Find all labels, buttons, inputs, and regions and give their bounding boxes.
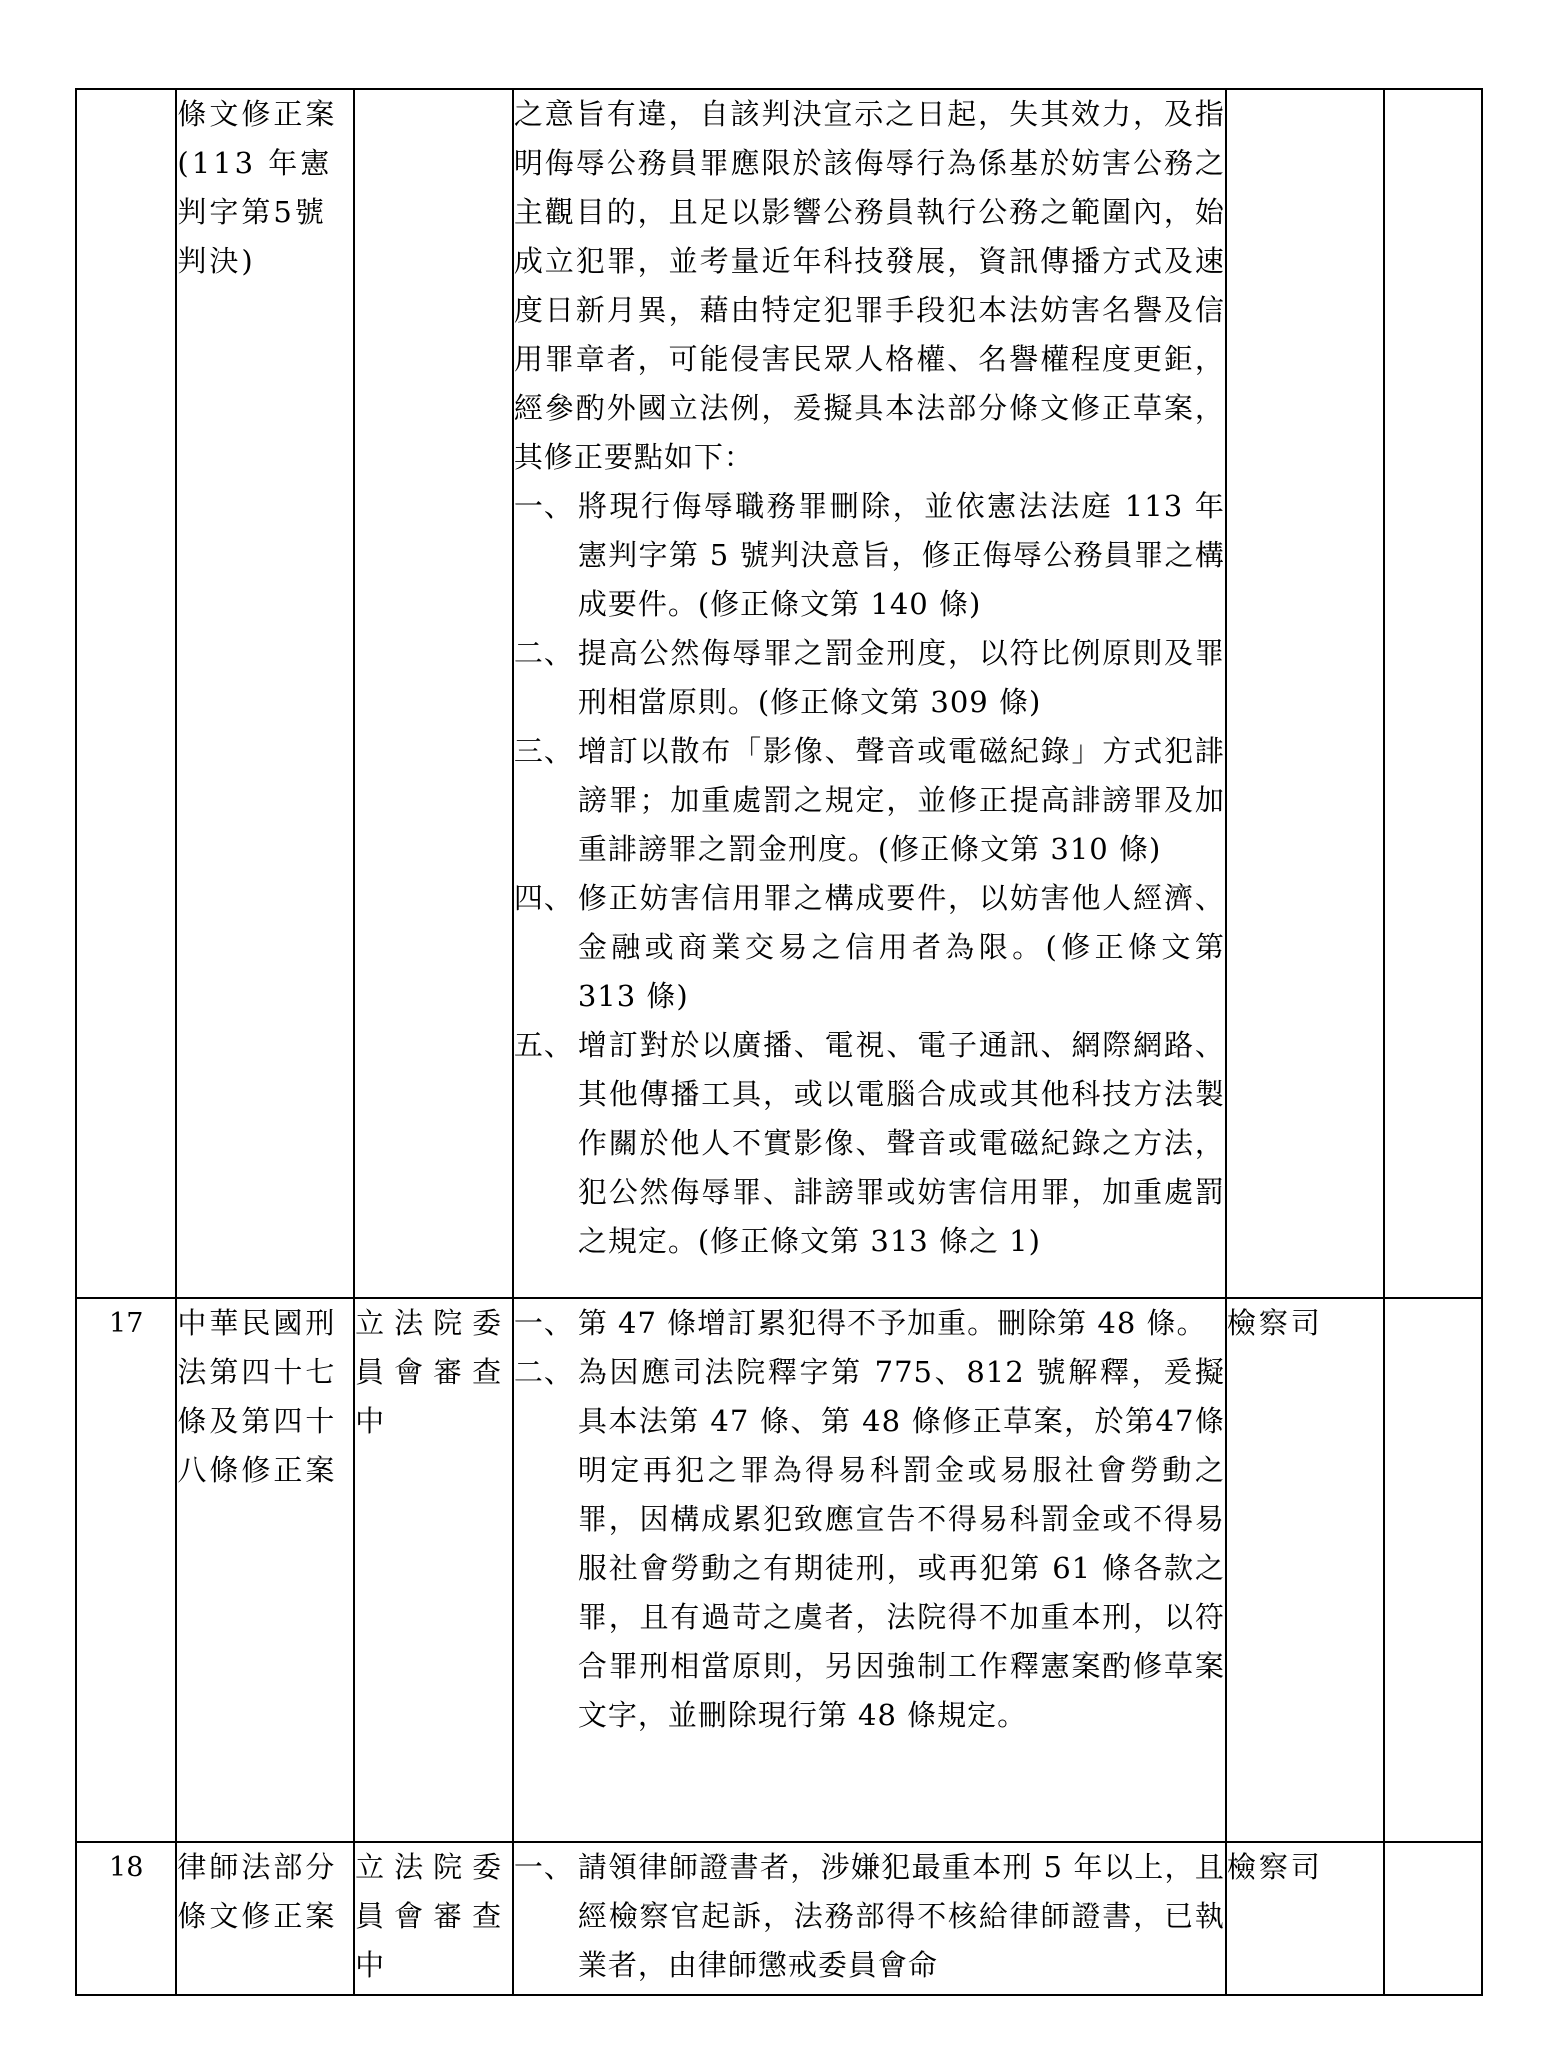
point-text: 增訂對於以廣播、電視、電子通訊、網際網路、其他傳播工具，或以電腦合成或其他科技方法製作關於他人不實影像、聲音或電磁紀錄之方法，犯公然侮辱罪、誹謗罪或妨害信用罪，加重處罰之規定。(修正條文第 313 條之 1) xyxy=(577,1028,1225,1258)
point-text: 為因應司法院釋字第 775、812 號解釋，爰擬具本法第 47 條、第 48 條修正草案，於第47條明定再犯之罪為得易科罰金或易服社會勞動之罪，因構成累犯致應宣告不得易科罰金或不得易服社會勞動之有期徒刑，或再犯第 61 條各款之罪，且有過苛之虞者，法院得不加重本刑，以符合罪刑相當原則，另因強制工作釋憲案酌修草案文字，並刪除現行第 48 條規定。 xyxy=(577,1355,1225,1732)
department: 檢察司 xyxy=(1226,1298,1384,1842)
point-text: 請領律師證書者，涉嫌犯最重本刑 5 年以上，且經檢察官起訴，法務部得不核給律師證書，已執業者，由律師懲戒委員會命 xyxy=(577,1850,1225,1982)
point-number: 三、 xyxy=(513,734,574,768)
summary-point xyxy=(514,1348,1225,1740)
bill-name: 中華民國刑法第四十七條及第四十八條修正案 xyxy=(176,1298,354,1842)
remarks xyxy=(1384,1298,1482,1842)
point-number: 五、 xyxy=(513,1028,574,1062)
point-text: 將現行侮辱職務罪刪除，並依憲法法庭 113 年憲判字第 5 號判決意旨，修正侮辱公務員罪之構成要件。(修正條文第 140 條) xyxy=(577,489,1225,621)
summary-intro: 之意旨有違，自該判決宣示之日起，失其效力，及指明侮辱公務員罪應限於該侮辱行為係基於妨害公務之主觀目的，且足以影響公務員執行公務之範圍內，始成立犯罪，並考量近年科技發展，資訊傳播方式及速度日新月異，藉由特定犯罪手段犯本法妨害名譽及信用罪章者，可能侵害民眾人格權、名譽權程度更鉅，經參酌外國立法例，爰擬具本法部分條文修正草案，其修正要點如下： xyxy=(513,97,1225,474)
summary-point xyxy=(514,1021,1225,1266)
bill-name: 律師法部分條文修正案 xyxy=(176,1842,354,1995)
summary-point xyxy=(514,1843,1225,1990)
bill-summary xyxy=(513,1298,1226,1842)
point-text: 修正妨害信用罪之構成要件，以妨害他人經濟、金融或商業交易之信用者為限。(修正條文第 313 條) xyxy=(577,881,1225,1013)
bill-summary xyxy=(513,1842,1226,1995)
remarks xyxy=(1384,1842,1482,1995)
table-row xyxy=(76,89,1482,1298)
bill-status: 立法院委員會審查中 xyxy=(354,1298,513,1842)
summary-point xyxy=(514,482,1225,629)
department xyxy=(1226,89,1384,1298)
bill-summary xyxy=(513,89,1226,1298)
summary-point xyxy=(514,727,1225,874)
point-text: 提高公然侮辱罪之罰金刑度，以符比例原則及罪刑相當原則。(修正條文第 309 條) xyxy=(577,636,1225,719)
bill-status xyxy=(354,89,513,1298)
legislation-table xyxy=(75,88,1483,1996)
point-number: 二、 xyxy=(513,1355,574,1389)
table-row xyxy=(76,1842,1482,1995)
row-number: 17 xyxy=(76,1298,176,1842)
point-number: 四、 xyxy=(513,881,574,915)
remarks xyxy=(1384,89,1482,1298)
point-number: 二、 xyxy=(513,636,574,670)
point-number: 一、 xyxy=(513,1306,574,1340)
point-number: 一、 xyxy=(513,489,574,523)
summary-point xyxy=(514,629,1225,727)
summary-point xyxy=(514,1299,1225,1348)
point-number: 一、 xyxy=(513,1850,574,1884)
point-text: 增訂以散布「影像、聲音或電磁紀錄」方式犯誹謗罪；加重處罰之規定，並修正提高誹謗罪及加重誹謗罪之罰金刑度。(修正條文第 310 條) xyxy=(577,734,1225,866)
row-number: 18 xyxy=(76,1842,176,1995)
table-row xyxy=(76,1298,1482,1842)
bill-status: 立法院委員會審查中 xyxy=(354,1842,513,1995)
point-text: 第 47 條增訂累犯得不予加重。刪除第 48 條。 xyxy=(577,1306,1207,1340)
department: 檢察司 xyxy=(1226,1842,1384,1995)
row-number xyxy=(76,89,176,1298)
summary-point xyxy=(514,874,1225,1021)
bill-name: 條文修正案(113 年憲判字第5號判決) xyxy=(176,89,354,1298)
